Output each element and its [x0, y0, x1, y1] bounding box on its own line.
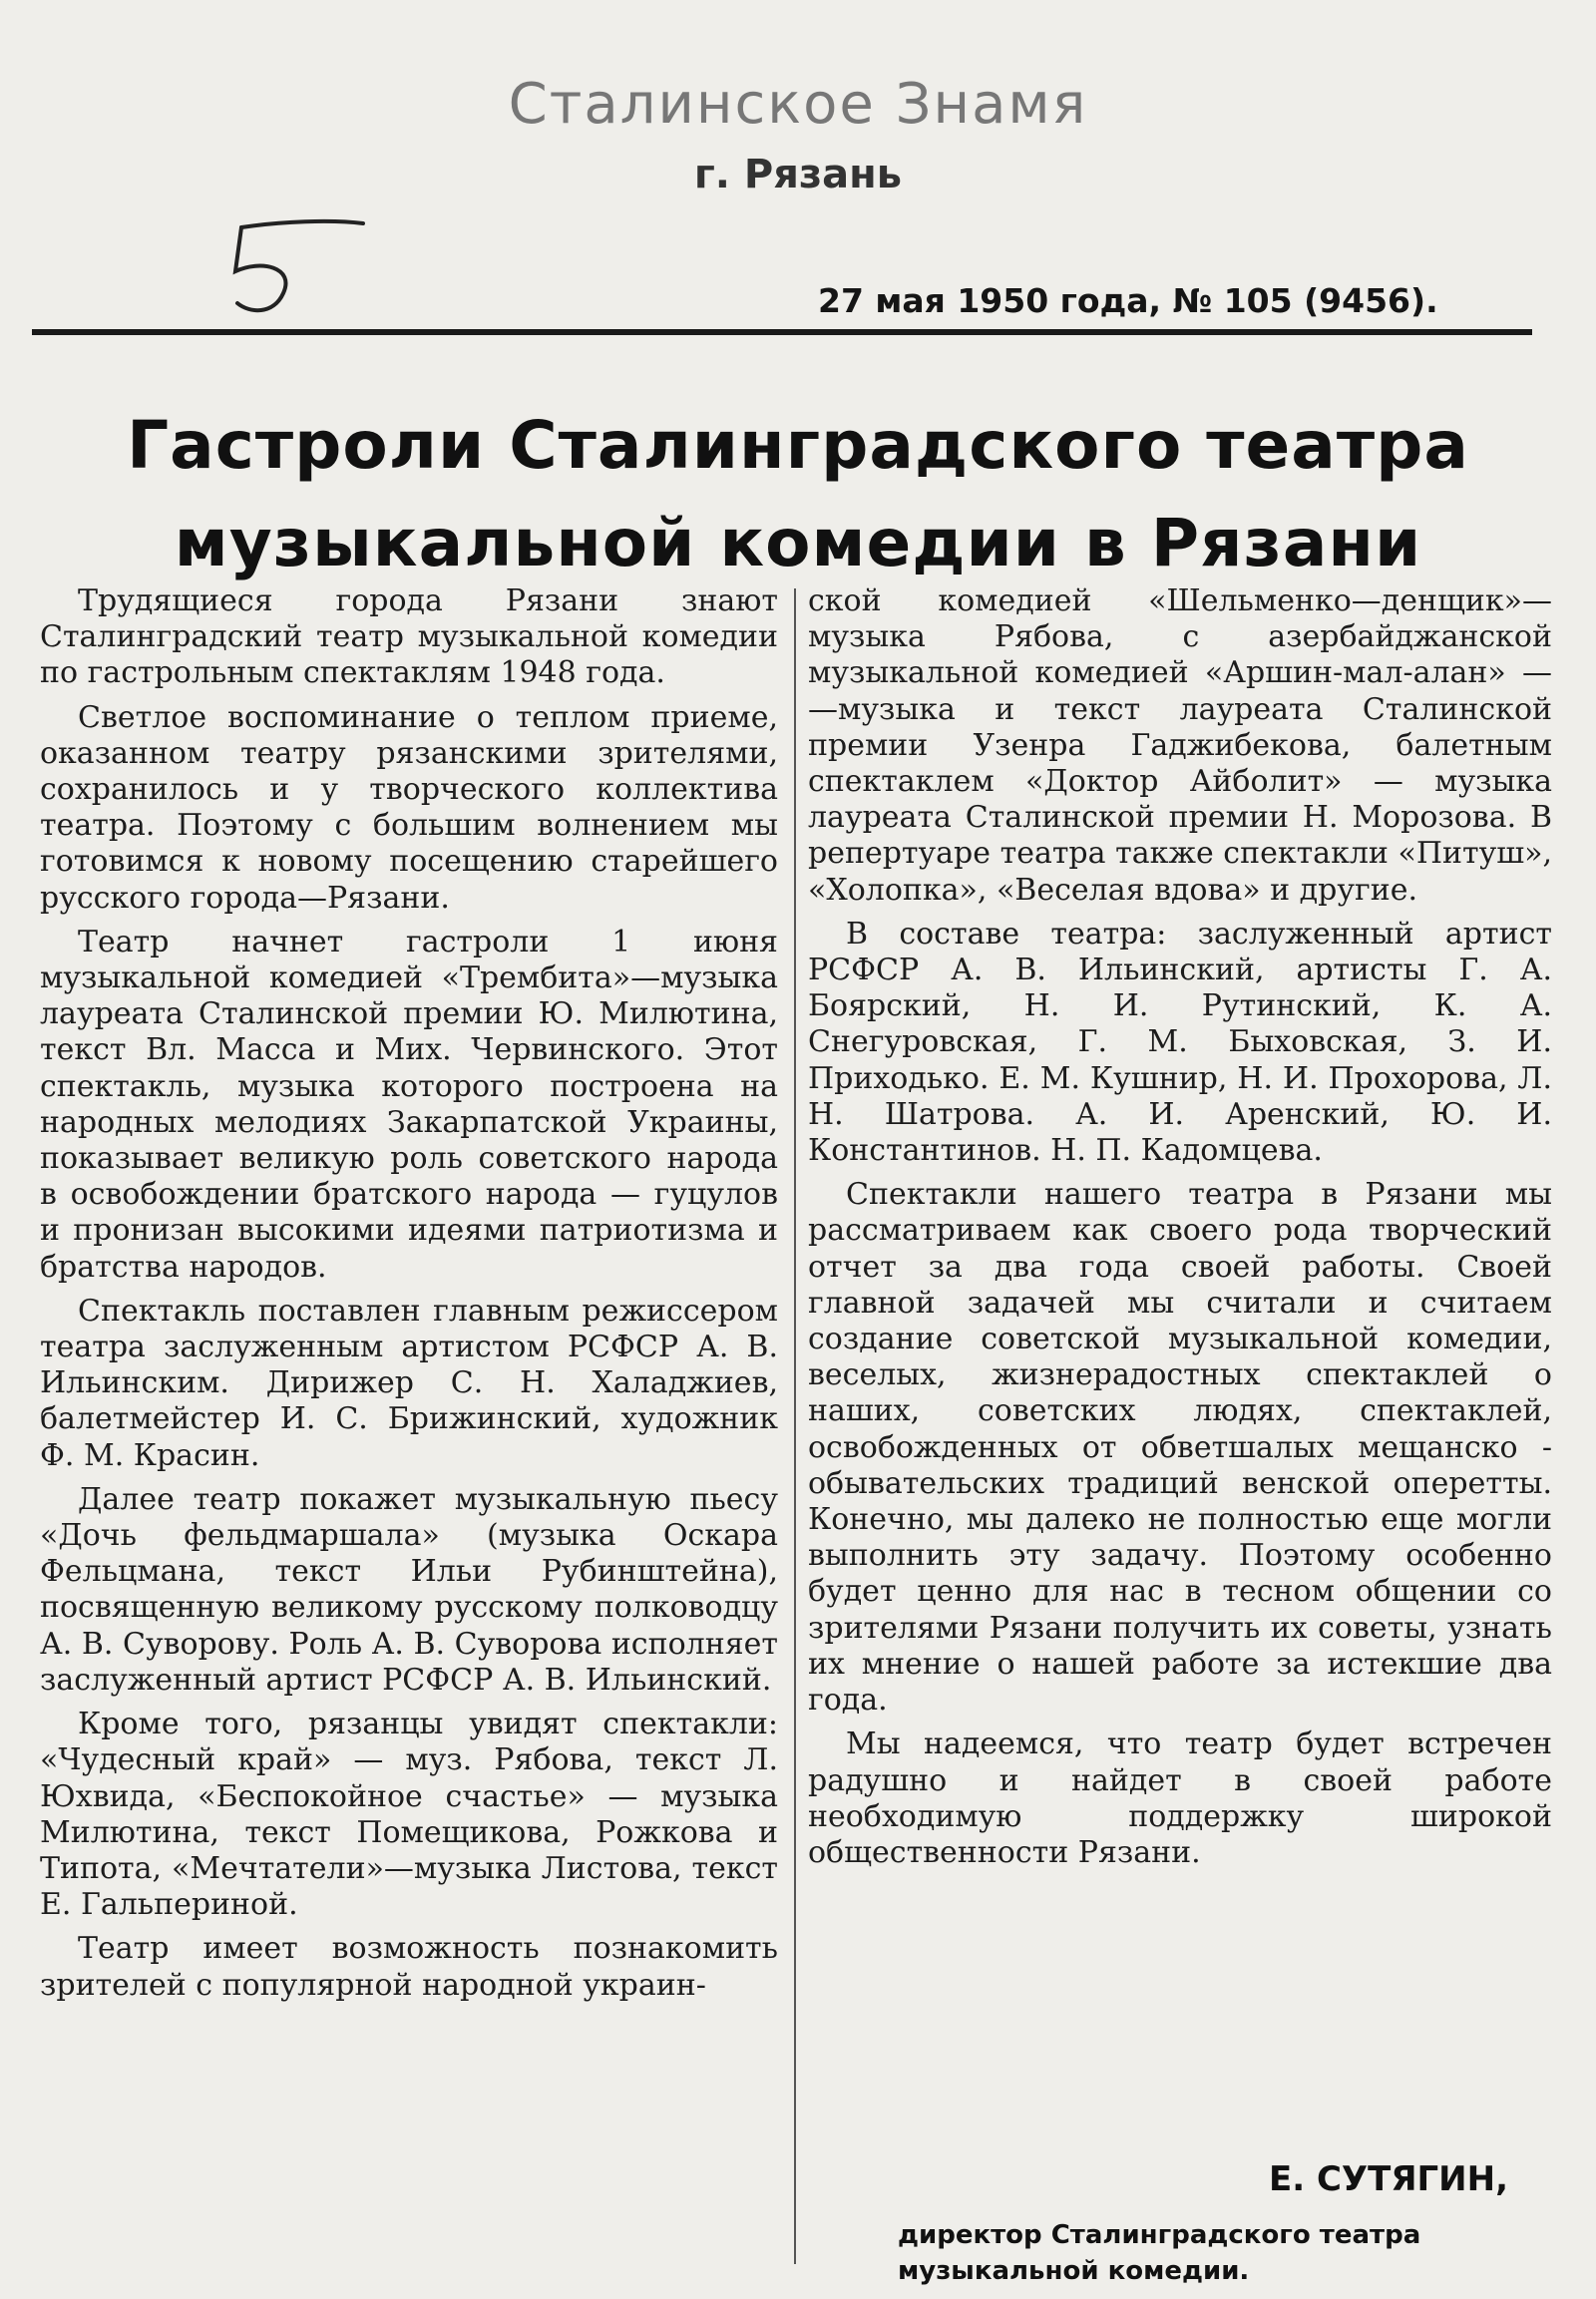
article-column-left	[40, 583, 778, 2012]
paragraph: Театр начнет гастроли 1 июня музыкальной комедией «Трембита»—музыка лауреата Сталинской премии Ю. Милютина, текст Вл. Масса и Мих. Червинского. Этот спектакль, музыка которого построена на народных мелодиях Закарпатской Украины, показывает великую роль советского народа в освобождении братского народа — гуцулов и пронизан высокими идеями патриотизма и братства народов.	[40, 924, 778, 1285]
article-title	[40, 397, 1556, 592]
title-line-1: Гастроли Сталинградского театра	[127, 407, 1469, 484]
author-title: директор Сталинградского театра музыкальной комедии.	[898, 2220, 1421, 2286]
paragraph: Далее театр покажет музыкальную пьесу «Дочь фельдмаршала» (музыка Оскара Фельцмана, текст Ильи Рубинштейна), посвященную великому русскому полководцу А. В. Суворову. Роль А. В. Суворова исполняет заслуженный артист РСФСР А. В. Ильинский.	[40, 1481, 778, 1698]
paragraph: В составе театра: заслуженный артист РСФСР А. В. Ильинский, артисты Г. А. Боярский, Н. И. Рутинский, К. А. Снегуровская, Г. М. Быховская, З. И. Приходько. Е. М. Кушнир, Н. И. Прохорова, Л. Н. Шатрова. А. И. Аренский, Ю. И. Константинов. Н. П. Кадомцева.	[808, 916, 1552, 1169]
paragraph: Спектакль поставлен главным режиссером театра заслуженным артистом РСФСР А. В. Ильинским. Дирижер С. Н. Халаджиев, балетмейстер И. С. Брижинский, художник Ф. М. Красин.	[40, 1293, 778, 1473]
paragraph-continued: ской комедией «Шельменко—денщик»—музыка Рябова, с азербайджанской музыкальной комедией «Аршин-мал-алан» — —музыка и текст лауреата Сталинской премии Узенра Гаджибекова, балетным спектаклем «Доктор Айболит» — музыка лауреата Сталинской премии Н. Морозова. В репертуаре театра также спектакли «Питуш», «Холопка», «Веселая вдова» и другие.	[808, 583, 1552, 908]
author-name: Е. СУТЯГИН,	[1268, 2159, 1508, 2199]
newspaper-city: г. Рязань	[693, 152, 903, 197]
masthead-rule	[32, 329, 1532, 335]
title-line-2: музыкальной комедии в Рязани	[174, 505, 1422, 581]
column-divider	[794, 588, 796, 2264]
paragraph: Кроме того, рязанцы увидят спектакли: «Чудесный край» — муз. Рябова, текст Л. Юхвида, «Беспокойное счастье» — музыка Милютина, текст Помещикова, Рожкова и Типота, «Мечтатели»—музыка Листова, текст Е. Гальпериной.	[40, 1707, 778, 1923]
paragraph: Трудящиеся города Рязани знают Сталинградский театр музыкальной комедии по гастрольным спектаклям 1948 года.	[40, 583, 778, 691]
author-signature	[898, 2159, 1516, 2289]
paragraph: Спектакли нашего театра в Рязани мы рассматриваем как своего рода творческий отчет за два года своей работы. Своей главной задачей мы считали и считаем создание советской музыкальной комедии, веселых, жизнерадостных спектаклей о наших, советских людях, спектаклей, освобожденных от обветшалых мещанско - обывательских традиций венской оперетты. Конечно, мы далеко не полностью еще могли выполнить эту задачу. Поэтому особенно будет ценно для нас в тесном общении со зрителями Рязани получить их советы, узнать их мнение о нашей работе за истекшие два года.	[808, 1177, 1552, 1719]
paragraph: Светлое воспоминание о теплом приеме, оказанном театру рязанскими зрителями, сохранилось и у творческого коллектива театра. Поэтому с большим волнением мы готовимся к новому посещению старейшего русского города—Рязани.	[40, 699, 778, 916]
paragraph: Мы надеемся, что театр будет встречен радушно и найдет в своей работе необходимую поддержку широкой общественности Рязани.	[808, 1726, 1552, 1870]
newspaper-name: Сталинское Знамя	[508, 72, 1088, 137]
issue-date-number: 27 мая 1950 года, № 105 (9456).	[818, 281, 1438, 320]
handwritten-five-mark	[221, 209, 371, 329]
paragraph: Театр имеет возможность познакомить зрителей с популярной народной украин-	[40, 1931, 778, 2003]
article-column-right	[808, 583, 1552, 1879]
